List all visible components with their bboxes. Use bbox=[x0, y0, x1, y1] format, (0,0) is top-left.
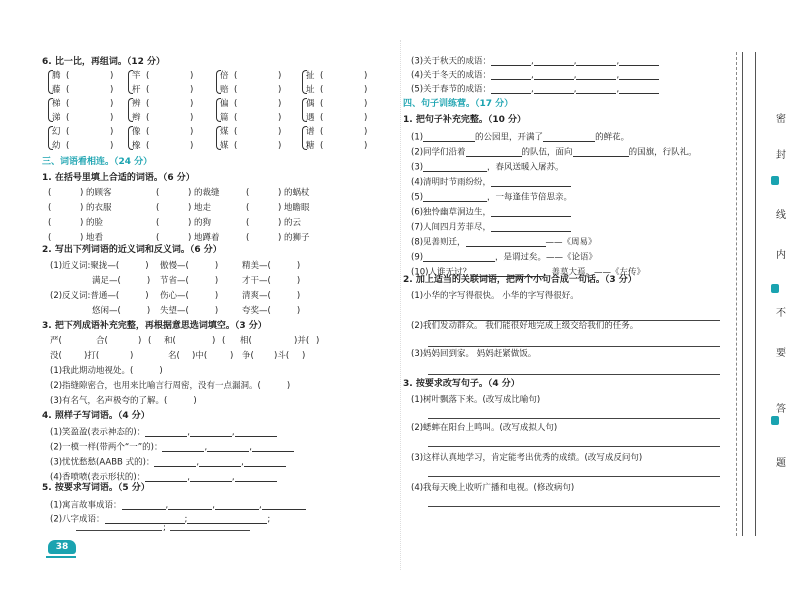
q6-paren-open: ( bbox=[146, 99, 150, 109]
r-q3-item3: (3)这样认真地学习，肯定能考出优秀的成绩。(改写成反问句) bbox=[411, 453, 643, 463]
section3-title: 三、词语看相连。（24 分） bbox=[42, 157, 153, 167]
r-q1-text: (10)人谁无过？ bbox=[411, 267, 471, 278]
l-q4-item: (2)一模一样(带两个“一”的)： , , bbox=[50, 442, 294, 452]
r-top-blank[interactable] bbox=[491, 84, 531, 94]
q6-paren-open: ( bbox=[146, 71, 150, 81]
l-q2-row2c: 才干—( ) bbox=[242, 276, 301, 286]
l-q1-open: ( bbox=[48, 188, 52, 198]
l-q3-r1-cell: 合( bbox=[96, 336, 108, 346]
q6-char: 辫 bbox=[132, 113, 141, 123]
l-q1-open: ( bbox=[156, 203, 160, 213]
l-q3-s3: (3)有名气，名声极夸的了解。( ) bbox=[50, 396, 197, 406]
r-top-blank[interactable] bbox=[534, 84, 574, 94]
r-q1-text: (1) bbox=[411, 132, 424, 143]
l-q1-word: 的狮子 bbox=[284, 233, 310, 243]
r-top-blank[interactable] bbox=[491, 70, 531, 80]
l-q3-title: 3. 把下列成语补充完整，再根据意思选词填空。（3 分） bbox=[42, 321, 267, 331]
r-top-label: (4)关于冬天的成语： bbox=[411, 70, 492, 81]
l-q2-row1a: (1)近义词:聚拢—( ) bbox=[50, 261, 149, 271]
q6-paren-close: ) bbox=[110, 85, 114, 95]
l-q1-close: ) bbox=[188, 203, 192, 213]
l-q1-close: ) bbox=[278, 218, 282, 228]
l-q3-r1-close: ) bbox=[138, 336, 142, 346]
l-q1-word: 的狗 bbox=[194, 218, 212, 228]
l-q1-word: 的衣服 bbox=[86, 203, 112, 213]
section4-title: 四、句子训练营。（17 分） bbox=[403, 99, 514, 109]
l-q3-s2: (2)指缝隙密合，也用来比喻言行周密，没有一点漏洞。( ) bbox=[50, 381, 291, 391]
l-q3-r1-cell: 严( bbox=[50, 336, 62, 346]
q6-paren-open: ( bbox=[66, 141, 70, 151]
r-top-blank[interactable] bbox=[576, 70, 616, 80]
r-q1-text: ，春风送暖入屠苏。 bbox=[487, 162, 564, 173]
r-q1-blank[interactable] bbox=[573, 147, 629, 157]
l-q1-open: ( bbox=[246, 203, 250, 213]
l-q1-close: ) bbox=[278, 233, 282, 243]
l-q1-close: ) bbox=[80, 218, 84, 228]
l-q2-row4a: 悠闲—( ) bbox=[92, 306, 151, 316]
r-q1-text: 的队伍，面向 bbox=[521, 147, 573, 158]
l-q4-blank[interactable] bbox=[162, 442, 204, 452]
r-q1-text: (2)同学们沿着 bbox=[411, 147, 466, 158]
q6-char: 倍 bbox=[220, 71, 229, 81]
r-top-blank[interactable] bbox=[534, 70, 574, 80]
l-q1-open: ( bbox=[156, 233, 160, 243]
l-q4-blank[interactable] bbox=[244, 457, 286, 467]
r-q1-blank[interactable] bbox=[423, 192, 487, 202]
r-q1-text: (4)清明时节雨纷纷， bbox=[411, 177, 492, 188]
l-q1-open: ( bbox=[246, 218, 250, 228]
r-q1-text: (7)人间四月芳菲尽， bbox=[411, 222, 492, 233]
l-q2-row3c: 清爽—( ) bbox=[242, 291, 301, 301]
r-top-blank[interactable] bbox=[491, 56, 531, 66]
r-top-blank[interactable] bbox=[619, 56, 659, 66]
r-q3-answer3[interactable] bbox=[428, 476, 720, 477]
l-q3-r1-cell: 相( bbox=[240, 336, 252, 346]
q6-paren-close: ) bbox=[110, 141, 114, 151]
q6-paren-open: ( bbox=[320, 71, 324, 81]
l-q4-blank[interactable] bbox=[252, 442, 294, 452]
q6-char: 媒 bbox=[220, 141, 229, 151]
r-q1-text: 的公园里，开满了 bbox=[475, 132, 544, 143]
q6-paren-open: ( bbox=[66, 99, 70, 109]
l-q3-r1-cell: )并( bbox=[294, 336, 310, 346]
r-q1-text: (6)独怜幽草洞边生， bbox=[411, 207, 492, 218]
l-q1-word: 地瞻眼 bbox=[284, 203, 310, 213]
l-q2-row1c: 精美—( ) bbox=[242, 261, 301, 271]
q6-char: 糖 bbox=[306, 141, 315, 151]
l-q4-title: 4. 照样子写词语。（4 分） bbox=[42, 411, 150, 421]
l-q1-close: ) bbox=[80, 233, 84, 243]
l-q2-row2a: 满足—( ) bbox=[92, 276, 151, 286]
r-q1-text: (9) bbox=[411, 252, 424, 263]
q6-char: 幼 bbox=[52, 141, 61, 151]
q6-char: 橡 bbox=[132, 141, 141, 151]
l-q3-r2-cell: )中( bbox=[192, 351, 208, 361]
l-q1-word: 的蜗杖 bbox=[284, 188, 310, 198]
q6-paren-close: ) bbox=[364, 71, 368, 81]
l-q3-r2-cell: 争( bbox=[242, 351, 254, 361]
l-q1-open: ( bbox=[246, 188, 250, 198]
r-q1-blank[interactable] bbox=[423, 162, 487, 172]
q6-paren-open: ( bbox=[146, 113, 150, 123]
l-q1-title: 1. 在括号里填上合适的词语。（6 分） bbox=[42, 173, 195, 183]
l-q1-word: 的顾客 bbox=[86, 188, 112, 198]
l-q4-blank[interactable] bbox=[154, 457, 196, 467]
l-q1-word: 地走 bbox=[194, 203, 212, 213]
binding-char: 封 bbox=[776, 150, 786, 161]
l-q5-item2: (2)八字成语： ; ; bbox=[50, 514, 271, 525]
q6-char: 像 bbox=[132, 127, 141, 137]
r-q3-answer2[interactable] bbox=[428, 446, 720, 447]
q6-char: 扯 bbox=[306, 71, 315, 81]
l-q5-line bbox=[76, 530, 162, 531]
q6-paren-open: ( bbox=[320, 127, 324, 137]
q6-paren-open: ( bbox=[66, 127, 70, 137]
l-q1-open: ( bbox=[156, 188, 160, 198]
q6-paren-open: ( bbox=[234, 127, 238, 137]
l-q5-sep: ; bbox=[163, 523, 166, 533]
l-q4-label: (1)笑盈盈(表示神态的)： bbox=[50, 427, 146, 438]
r-q1-item bbox=[411, 222, 571, 232]
r-top-blank[interactable] bbox=[534, 56, 574, 66]
binding-cut-line bbox=[736, 52, 737, 536]
l-q1-word: 地看 bbox=[86, 233, 104, 243]
q6-paren-close: ) bbox=[110, 113, 114, 123]
l-q4-label: (2)一模一样(带两个“一”的)： bbox=[50, 442, 163, 453]
page-divider bbox=[400, 40, 401, 570]
r-q3-answer1[interactable] bbox=[428, 418, 720, 419]
r-q3-item1: (1)树叶飘落下来。(改写成比喻句) bbox=[411, 395, 541, 405]
q6-paren-close: ) bbox=[364, 141, 368, 151]
q6-paren-close: ) bbox=[364, 85, 368, 95]
q6-char: 偶 bbox=[306, 99, 315, 109]
binding-marker bbox=[771, 284, 779, 293]
r-q1-blank[interactable] bbox=[491, 222, 571, 232]
r-q1-text: ，一每逢佳节倍思亲。 bbox=[487, 192, 573, 203]
l-q4-label: (3)忧忧愁愁(AABB 式的)： bbox=[50, 457, 155, 468]
q6-char: 谱 bbox=[306, 127, 315, 137]
l-q3-s1: (1)我此期动地视处。( ) bbox=[50, 366, 163, 376]
l-q1-close: ) bbox=[278, 203, 282, 213]
l-q3-r2-cell: )斗( bbox=[274, 351, 290, 361]
q6-char: 腾 bbox=[52, 71, 61, 81]
l-q1-close: ) bbox=[80, 203, 84, 213]
l-q5-line2 bbox=[170, 530, 250, 531]
q6-char: 址 bbox=[306, 85, 315, 95]
r-top-item: (4)关于冬天的成语： , , , bbox=[411, 70, 659, 80]
r-q1-text: (3) bbox=[411, 162, 424, 173]
q6-paren-open: ( bbox=[66, 85, 70, 95]
binding-marker bbox=[771, 416, 779, 425]
q6-paren-close: ) bbox=[110, 71, 114, 81]
q6-paren-open: ( bbox=[234, 85, 238, 95]
q6-char: 涕 bbox=[52, 113, 61, 123]
l-q1-word: 的脸 bbox=[86, 218, 104, 228]
q6-char: 篇 bbox=[220, 113, 229, 123]
q6-paren-open: ( bbox=[234, 99, 238, 109]
l-q3-r2-cell: 名( bbox=[168, 351, 180, 361]
l-q1-open: ( bbox=[48, 203, 52, 213]
q6-title: 6. 比一比，再组词。（12 分） bbox=[42, 57, 165, 67]
q6-paren-open: ( bbox=[320, 85, 324, 95]
r-top-item: (3)关于秋天的成语： , , , bbox=[411, 56, 659, 66]
q6-paren-close: ) bbox=[190, 127, 194, 137]
page-number-badge: 38 bbox=[48, 540, 76, 554]
q6-paren-open: ( bbox=[234, 113, 238, 123]
r-top-label: (5)关于春节的成语： bbox=[411, 84, 492, 95]
l-q2-title: 2. 写出下列词语的近义词和反义词。（6 分） bbox=[42, 245, 222, 255]
l-q4-blank[interactable] bbox=[207, 442, 249, 452]
r-q1-blank[interactable] bbox=[423, 132, 475, 142]
r-q1-item bbox=[411, 207, 571, 217]
q6-char: 杆 bbox=[132, 85, 141, 95]
binding-char: 线 bbox=[776, 210, 786, 221]
q6-paren-close: ) bbox=[190, 99, 194, 109]
l-q1-close: ) bbox=[188, 188, 192, 198]
l-q2-row4b: 失望—( ) bbox=[160, 306, 219, 316]
page-number-stand bbox=[46, 553, 76, 558]
q6-char: 煤 bbox=[220, 127, 229, 137]
r-top-blank[interactable] bbox=[576, 84, 616, 94]
r-q1-text: ——《周易》 bbox=[545, 237, 597, 248]
l-q1-open: ( bbox=[246, 233, 250, 243]
r-q1-item bbox=[411, 237, 597, 247]
r-q1-blank[interactable] bbox=[423, 252, 495, 262]
q6-paren-close: ) bbox=[110, 127, 114, 137]
r-q1-text: ，善莫大焉。——《左传》 bbox=[542, 267, 645, 278]
q6-paren-open: ( bbox=[234, 141, 238, 151]
r-q1-blank[interactable] bbox=[491, 207, 571, 217]
l-q4-item: (4)香喷喷(表示形状的)： , , bbox=[50, 472, 277, 482]
l-q3-r2-cell: 没( bbox=[50, 351, 62, 361]
l-q1-word: 的裁缝 bbox=[194, 188, 220, 198]
l-q5-title: 5. 按要求写词语。（5 分） bbox=[42, 483, 150, 493]
l-q3-r2-cell: )打( bbox=[84, 351, 100, 361]
l-q3-r1-cell: 和( bbox=[164, 336, 176, 346]
r-top-label: (3)关于秋天的成语： bbox=[411, 56, 492, 67]
l-q4-blank[interactable] bbox=[145, 472, 187, 482]
binding-char: 内 bbox=[776, 250, 786, 261]
q6-paren-open: ( bbox=[146, 85, 150, 95]
l-q3-r1-open: ( bbox=[148, 336, 152, 346]
q6-paren-open: ( bbox=[320, 113, 324, 123]
q6-paren-close: ) bbox=[110, 99, 114, 109]
q6-paren-close: ) bbox=[278, 99, 282, 109]
l-q1-close: ) bbox=[278, 188, 282, 198]
r-q1-blank[interactable] bbox=[466, 147, 522, 157]
r-q2-answer2[interactable] bbox=[428, 346, 720, 347]
l-q2-row3a: (2)反义词:普通—( ) bbox=[50, 291, 149, 301]
q6-paren-close: ) bbox=[190, 113, 194, 123]
r-q2-item2: (2)我们发动群众。 我们能很好地完成上级交给我们的任务。 bbox=[411, 321, 639, 331]
l-q4-item: (1)笑盈盈(表示神态的)： , , bbox=[50, 427, 277, 437]
binding-char: 要 bbox=[776, 348, 786, 359]
q6-char: 辨 bbox=[132, 99, 141, 109]
r-q1-item bbox=[411, 147, 697, 157]
r-q2-title: 2. 加上适当的关联词语，把两个小句合成一句话。（3 分） bbox=[403, 275, 637, 285]
binding-char: 不 bbox=[776, 308, 786, 319]
q6-paren-open: ( bbox=[66, 113, 70, 123]
q6-paren-open: ( bbox=[146, 141, 150, 151]
l-q4-blank[interactable] bbox=[235, 472, 277, 482]
r-q1-title: 1. 把句子补充完整。（10 分） bbox=[403, 115, 526, 125]
l-q4-blank[interactable] bbox=[199, 457, 241, 467]
l-q3-r2-close: ) bbox=[130, 351, 134, 361]
q6-paren-close: ) bbox=[278, 127, 282, 137]
l-q2-row2b: 节省—( ) bbox=[160, 276, 219, 286]
r-q3-answer4[interactable] bbox=[428, 506, 720, 507]
q6-char: 竿 bbox=[132, 71, 141, 81]
l-q3-r1-open: ( bbox=[222, 336, 226, 346]
q6-paren-close: ) bbox=[364, 99, 368, 109]
l-q3-r2-close: ) bbox=[230, 351, 234, 361]
l-q1-open: ( bbox=[48, 233, 52, 243]
q6-paren-open: ( bbox=[234, 71, 238, 81]
r-q3-item2: (2)蟋蟀在阳台上鸣叫。(改写成拟人句) bbox=[411, 423, 558, 433]
q6-char: 遇 bbox=[306, 113, 315, 123]
q6-paren-close: ) bbox=[190, 71, 194, 81]
q6-paren-open: ( bbox=[320, 99, 324, 109]
l-q1-close: ) bbox=[188, 218, 192, 228]
l-q1-word: 地蹲着 bbox=[194, 233, 220, 243]
r-q3-item4: (4)我每天晚上收听广播和电视。(修改病句) bbox=[411, 483, 575, 493]
l-q4-blank[interactable] bbox=[190, 472, 232, 482]
q6-char: 赔 bbox=[220, 85, 229, 95]
r-q3-title: 3. 按要求改写句子。（4 分） bbox=[403, 379, 520, 389]
l-q1-open: ( bbox=[48, 218, 52, 228]
q6-paren-close: ) bbox=[364, 113, 368, 123]
q6-paren-close: ) bbox=[364, 127, 368, 137]
r-top-item: (5)关于春节的成语： , , , bbox=[411, 84, 659, 94]
l-q1-close: ) bbox=[80, 188, 84, 198]
r-q1-item bbox=[411, 192, 572, 202]
r-q2-item3: (3)妈妈回到家。 妈妈赶紧做饭。 bbox=[411, 349, 537, 359]
q6-paren-close: ) bbox=[278, 85, 282, 95]
r-top-blank[interactable] bbox=[619, 70, 659, 80]
binding-marker bbox=[771, 176, 779, 185]
r-q1-item bbox=[411, 177, 571, 187]
r-top-blank[interactable] bbox=[576, 56, 616, 66]
q6-paren-close: ) bbox=[278, 113, 282, 123]
binding-char: 密 bbox=[776, 114, 786, 125]
l-q4-label: (4)香喷喷(表示形状的)： bbox=[50, 472, 146, 483]
q6-char: 梯 bbox=[52, 99, 61, 109]
binding-char: 答 bbox=[776, 404, 786, 415]
r-q1-text: ，是谓过矣。——《论语》 bbox=[495, 252, 598, 263]
l-q4-blank[interactable] bbox=[145, 427, 187, 437]
l-q3-r1-close: ) bbox=[212, 336, 216, 346]
binding-char: 题 bbox=[776, 458, 786, 469]
l-q1-open: ( bbox=[156, 218, 160, 228]
r-q1-item bbox=[411, 252, 597, 262]
r-top-blank[interactable] bbox=[619, 84, 659, 94]
l-q1-close: ) bbox=[188, 233, 192, 243]
l-q4-item: (3)忧忧愁愁(AABB 式的)： , , bbox=[50, 457, 286, 467]
q6-paren-close: ) bbox=[278, 71, 282, 81]
q6-paren-open: ( bbox=[66, 71, 70, 81]
l-q1-word: 的云 bbox=[284, 218, 302, 228]
r-q2-answer3[interactable] bbox=[428, 374, 720, 375]
r-q1-blank[interactable] bbox=[543, 132, 595, 142]
q6-paren-open: ( bbox=[320, 141, 324, 151]
r-q1-text: 的国旗，行队礼。 bbox=[628, 147, 697, 158]
l-q2-row1b: 傲慢—( ) bbox=[160, 261, 219, 271]
q6-paren-close: ) bbox=[278, 141, 282, 151]
r-q1-text: (5) bbox=[411, 192, 424, 203]
l-q4-blank[interactable] bbox=[190, 427, 232, 437]
l-q3-r1-cell: ) bbox=[316, 336, 320, 346]
r-q1-item bbox=[411, 132, 629, 142]
q6-paren-close: ) bbox=[190, 141, 194, 151]
r-q2-item1: (1)小华的字写得很快。 小华的字写得很好。 bbox=[411, 291, 579, 301]
l-q3-r2-close: ) bbox=[302, 351, 306, 361]
l-q2-row4c: 夸奖—( ) bbox=[242, 306, 301, 316]
r-q1-item bbox=[411, 162, 564, 172]
binding-strip bbox=[742, 52, 756, 536]
q6-paren-open: ( bbox=[146, 127, 150, 137]
r-q1-blank[interactable] bbox=[491, 177, 571, 187]
l-q4-blank[interactable] bbox=[235, 427, 277, 437]
l-q5-item1: (1)寓言故事成语： , , , bbox=[50, 500, 306, 510]
l-q2-row3b: 伤心—( ) bbox=[160, 291, 219, 301]
r-q1-text: (8)见善则迁， bbox=[411, 237, 466, 248]
q6-char: 藤 bbox=[52, 85, 61, 95]
q6-char: 偏 bbox=[220, 99, 229, 109]
r-q1-blank[interactable] bbox=[466, 237, 546, 247]
q6-paren-close: ) bbox=[190, 85, 194, 95]
r-q1-text: 的鲜花。 bbox=[595, 132, 630, 143]
q6-char: 幻 bbox=[52, 127, 61, 137]
